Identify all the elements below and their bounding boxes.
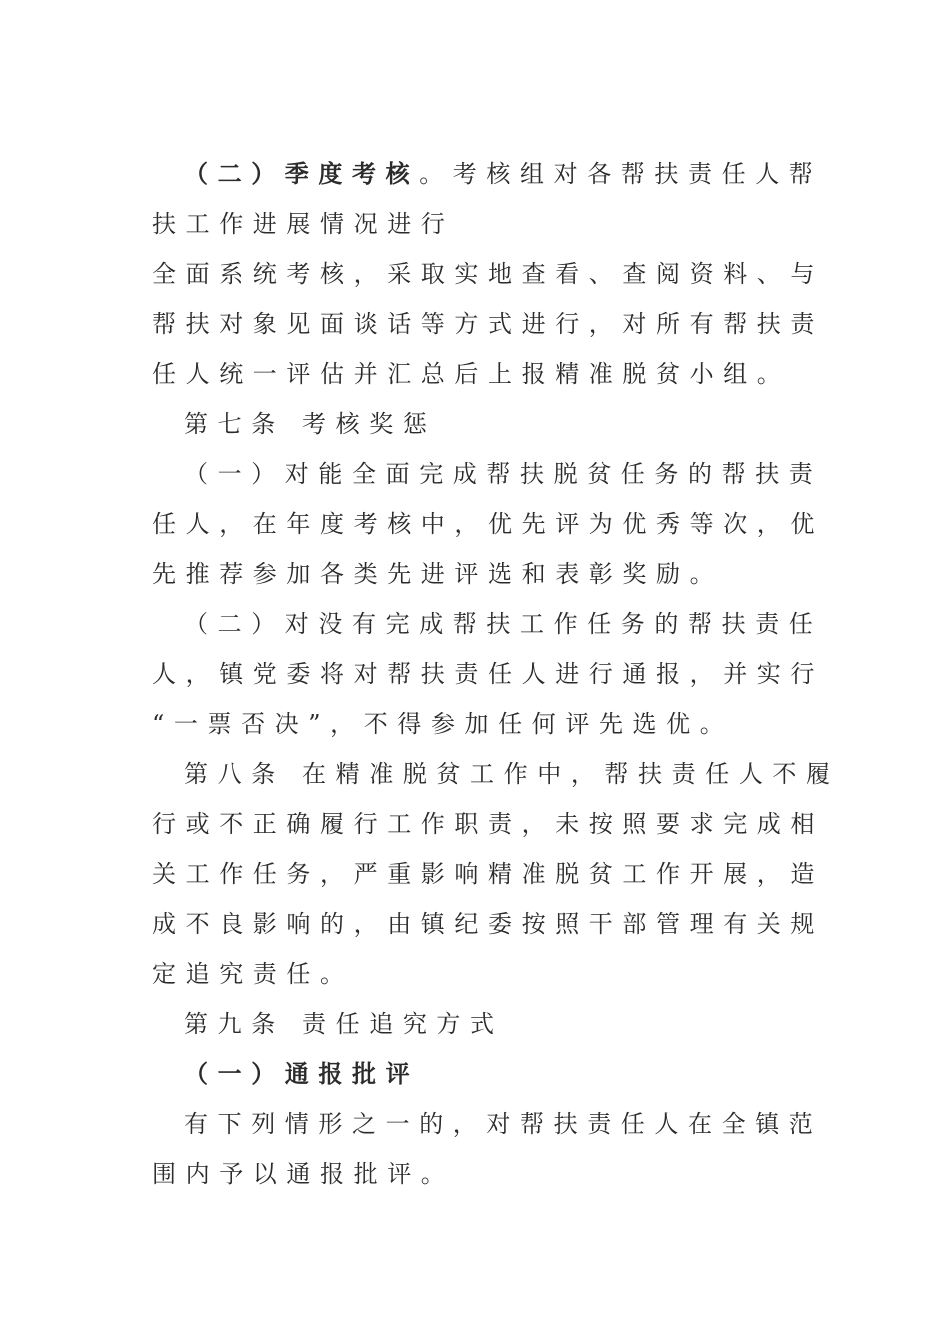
paragraph-line-4: 帮扶对象见面谈话等方式进行，对所有帮扶责 bbox=[152, 310, 824, 338]
paragraph-line-12: “一票否决”，不得参加任何评先选优。 bbox=[152, 710, 734, 738]
paragraph-line-16: 成不良影响的，由镇纪委按照干部管理有关规 bbox=[152, 910, 824, 938]
section-heading-quarterly-assessment: （二）季度考核 bbox=[184, 159, 420, 188]
article-7-heading: 第七条 考核奖惩 bbox=[184, 410, 437, 438]
paragraph-line-5: 任人统一评估并汇总后上报精准脱贫小组。 bbox=[152, 360, 791, 388]
paragraph-line-20: 有下列情形之一的，对帮扶责任人在全镇范 bbox=[184, 1110, 823, 1138]
paragraph-line-11: 人，镇党委将对帮扶责任人进行通报，并实行 bbox=[152, 660, 824, 688]
paragraph-line-2: 扶工作进展情况进行 bbox=[152, 210, 455, 238]
paragraph-line-1 bbox=[184, 154, 822, 194]
bold-heading-text: （一）通报批评 bbox=[184, 1059, 420, 1088]
paragraph-line-3: 全面系统考核，采取实地查看、查阅资料、与 bbox=[152, 260, 824, 288]
paragraph-line-8: 任人，在年度考核中，优先评为优秀等次，优 bbox=[152, 510, 824, 538]
article-9-heading: 第九条 责任追究方式 bbox=[184, 1010, 504, 1038]
paragraph-line-17: 定追究责任。 bbox=[152, 960, 354, 988]
section-heading-notice-criticism bbox=[184, 1054, 419, 1094]
paragraph-line-15: 关工作任务，严重影响精准脱贫工作开展，造 bbox=[152, 860, 824, 888]
article-8-line: 第八条 在精准脱贫工作中，帮扶责任人不履 bbox=[184, 760, 840, 788]
paragraph-line-7: （一）对能全面完成帮扶脱贫任务的帮扶责 bbox=[184, 460, 823, 488]
paragraph-line-14: 行或不正确履行工作职责，未按照要求完成相 bbox=[152, 810, 824, 838]
paragraph-line-21: 围内予以通报批评。 bbox=[152, 1160, 455, 1188]
paragraph-line-9: 先推荐参加各类先进评选和表彰奖励。 bbox=[152, 560, 724, 588]
paragraph-line-10: （二）对没有完成帮扶工作任务的帮扶责任 bbox=[184, 610, 823, 638]
line-text: 。考核组对各帮扶责任人帮 bbox=[419, 160, 823, 188]
